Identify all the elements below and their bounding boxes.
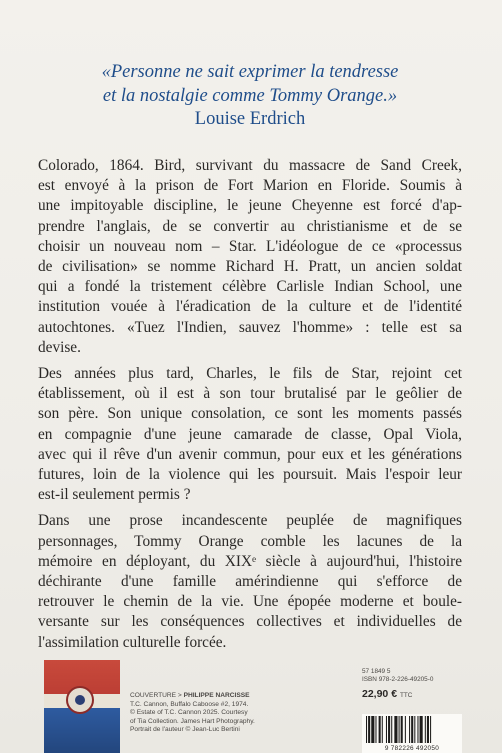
- quote-author: Louise Erdrich: [194, 109, 306, 129]
- price-tax: TTC: [399, 691, 413, 699]
- text-line: retrouver le chemin de la vie. Une épopée moderne et boule-: [38, 593, 462, 611]
- barcode-bar: [399, 716, 400, 743]
- text-line: une impitoyable discipline, le jeune Cheyenne est forcé d'ap-: [38, 197, 462, 215]
- text-line: Colorado, 1864. Bird, survivant du massacre de Sand Creek,: [38, 157, 462, 174]
- price: [362, 688, 462, 700]
- credit-line: T.C. Cannon, Buffalo Caboose #2, 1974.: [130, 700, 249, 708]
- text-line: prendre l'anglais, de se convertir au christianisme et de se: [38, 217, 462, 235]
- text-line: qui a fondé la tristement célèbre Carlisle Indian School, une: [38, 278, 462, 296]
- cover-footer: [0, 660, 502, 753]
- text-line: institution vouée à l'éradication de la culture et de l'identité: [38, 298, 462, 316]
- barcode-bar: [409, 716, 410, 743]
- cover-art-thumbnail: [44, 660, 120, 753]
- text-line: avec qui il rêve d'un avenir commun, pour eux et les générations: [38, 445, 462, 463]
- credit-line: © Estate of T.C. Cannon 2025. Courtesy: [130, 709, 248, 717]
- barcode-bar: [382, 716, 383, 743]
- artwork-ground: [44, 708, 120, 753]
- blurb-paragraph-3: [38, 511, 462, 652]
- text-line: est envoyé à la prison de Fort Marion en Floride. Soumis à: [38, 177, 462, 195]
- book-codes: [362, 668, 462, 685]
- text-line: autochtones. «Tuez l'Indien, sauvez l'homme» : telle est sa: [38, 318, 462, 336]
- barcode-bar: [391, 716, 392, 743]
- text-line: l'assimilation culturelle forcée.: [38, 633, 227, 651]
- cover-quote: [40, 60, 460, 108]
- barcode-block: [362, 668, 462, 753]
- text-line: futures, loin de la violence qui les poursuit. Mais l'espoir leur: [38, 466, 462, 484]
- text-line: déchirante d'une famille amérindienne qui s'efforce de: [38, 573, 462, 591]
- barcode-bar: [375, 716, 376, 743]
- cover-credits: [130, 692, 310, 735]
- text-line: devise.: [38, 338, 81, 356]
- blurb: [38, 156, 462, 659]
- barcode-bar: [368, 716, 370, 743]
- barcode-bar: [388, 716, 390, 743]
- text-line: Dans une prose incandescente peuplée de magnifiques: [38, 512, 462, 530]
- barcode-bar: [386, 716, 387, 743]
- text-line: son père. Son unique consolation, ce sont les moments passés: [38, 405, 462, 423]
- text-line: de civilisation» se nomme Richard H. Pratt, un ancien soldat: [38, 258, 462, 276]
- barcode-bar: [394, 716, 397, 743]
- barcode-bar: [414, 716, 415, 743]
- text-line: Des années plus tard, Charles, le fils de Star, rejoint cet: [38, 365, 462, 383]
- barcode-number: 9 782226 492050: [362, 745, 462, 752]
- quote-line: «Personne ne sait exprimer la tendresse: [101, 62, 399, 82]
- barcode-bar: [425, 716, 426, 743]
- barcode-bar: [411, 716, 413, 743]
- credit-line: Portrait de l'auteur © Jean-Luc Bertini: [130, 726, 240, 734]
- barcode: [362, 714, 462, 753]
- text-line: en compagnie d'une jeune camarade de classe, Opal Viola,: [38, 425, 462, 443]
- text-line: mémoire en déployant, du XIXᵉ siècle à aujourd'hui, l'histoire: [38, 552, 462, 570]
- text-line: est-il seulement permis ?: [38, 486, 191, 504]
- barcode-bars: [362, 714, 462, 744]
- barcode-bar: [366, 716, 367, 743]
- text-line: choisir un nouveau nom – Star. L'idéologue de ce «processus: [38, 237, 462, 255]
- credit-designer: PHILIPPE NARCISSE: [183, 692, 250, 699]
- barcode-bar: [379, 716, 381, 743]
- barcode-bar: [427, 716, 429, 743]
- text-line: personnages, Tommy Orange comble les lacunes de la: [38, 532, 462, 550]
- isbn-code: ISBN 978-2-226-49205-0: [362, 676, 434, 684]
- barcode-bar: [430, 716, 431, 743]
- credit-line: of Tia Collection. James Hart Photography.: [130, 717, 255, 725]
- barcode-bar: [371, 716, 374, 743]
- credit-label: COUVERTURE >: [130, 692, 184, 699]
- blurb-paragraph-1: [38, 156, 462, 358]
- barcode-bar: [405, 716, 406, 743]
- text-line: établissement, où il est à son tour brutalisé par le geôlier de: [38, 385, 462, 403]
- artwork-emblem-icon: [66, 686, 94, 714]
- barcode-bar: [420, 716, 423, 743]
- reference-code: 57 1849 5: [362, 668, 391, 675]
- price-value: 22,90 €: [362, 687, 398, 700]
- text-line: versante sur les conséquences collectives et individuelles de: [38, 613, 462, 631]
- blurb-paragraph-2: [38, 364, 462, 505]
- quote-line: et la nostalgie comme Tommy Orange.»: [102, 86, 398, 106]
- barcode-bar: [417, 716, 418, 743]
- credit-designer-line: [130, 692, 310, 701]
- barcode-bar: [401, 716, 403, 743]
